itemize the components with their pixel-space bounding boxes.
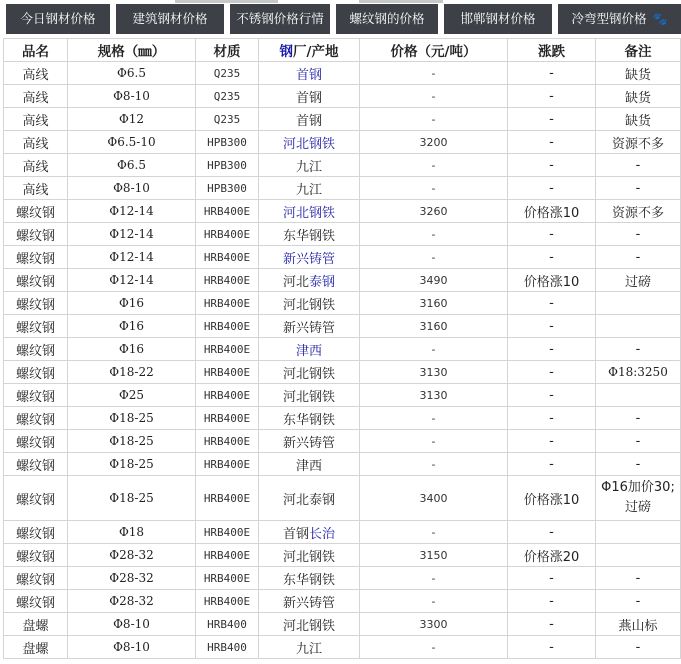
cell-origin: 九江 [259,636,360,659]
cell-name: 螺纹钢 [4,315,68,338]
cell-price: 3260 [360,200,508,223]
table-row [4,200,681,223]
tab-today-steel-price[interactable]: 今日钢材价格 [6,4,110,34]
cell-note: - [596,407,681,430]
table-row [4,315,681,338]
cell-change: 价格涨10 [508,476,596,521]
cell-material: HRB400E [196,315,259,338]
cell-origin: 首钢 [259,108,360,131]
cell-origin [259,62,360,85]
cell-note [596,544,681,567]
cell-price: - [360,223,508,246]
cell-origin: 河北钢铁 [259,361,360,384]
origin-link[interactable]: 首钢 [295,67,322,83]
cell-price: - [360,567,508,590]
cell-material: Q235 [196,62,259,85]
cell-material: Q235 [196,85,259,108]
origin-link[interactable]: 河北钢铁 [282,136,335,152]
price-category-tabs [0,0,681,38]
cell-change: - [508,85,596,108]
cell-spec: Φ18-22 [68,361,196,384]
cell-material: HRB400 [196,613,259,636]
cell-origin: 东华钢铁 [259,567,360,590]
cell-spec: Φ8-10 [68,85,196,108]
cell-price: - [360,154,508,177]
table-row [4,361,681,384]
cell-price: - [360,177,508,200]
note-line: 过磅 [624,500,651,515]
cell-price: - [360,430,508,453]
cell-spec: Φ16 [68,338,196,361]
table-body [4,62,681,659]
tab-label: 冷弯型钢价格 [571,11,647,26]
cell-change: - [508,567,596,590]
cell-spec: Φ16 [68,315,196,338]
cell-name: 盘螺 [4,636,68,659]
header-price: 价格（元/吨） [360,39,508,62]
cell-name: 高线 [4,62,68,85]
cell-name: 螺纹钢 [4,567,68,590]
cell-origin: 九江 [259,154,360,177]
cell-change: - [508,292,596,315]
cell-name: 高线 [4,108,68,131]
cell-origin: 东华钢铁 [259,223,360,246]
tab-top-border [359,0,443,3]
cell-change: - [508,361,596,384]
table-row [4,613,681,636]
cell-note: - [596,338,681,361]
cell-spec: Φ28-32 [68,544,196,567]
cell-change: 价格涨20 [508,544,596,567]
cell-origin: 东华钢铁 [259,407,360,430]
cell-material: HRB400E [196,292,259,315]
header-material: 材质 [196,39,259,62]
cell-origin [259,338,360,361]
cell-origin: 河北钢铁 [259,613,360,636]
cell-material: HRB400E [196,544,259,567]
cell-material: Q235 [196,108,259,131]
table-row [4,85,681,108]
cell-price: 3200 [360,131,508,154]
cell-name: 螺纹钢 [4,223,68,246]
cell-price: - [360,108,508,131]
cell-origin: 首钢 [259,85,360,108]
cell-name: 螺纹钢 [4,384,68,407]
cell-price: - [360,85,508,108]
cell-spec: Φ18 [68,521,196,544]
cell-spec: Φ18-25 [68,430,196,453]
cell-spec: Φ12 [68,108,196,131]
tab-cold-formed-steel-price[interactable] [558,4,681,34]
table-row [4,292,681,315]
origin-link[interactable]: 津西 [295,343,322,359]
table-row [4,476,681,521]
cell-name: 螺纹钢 [4,430,68,453]
table-row [4,544,681,567]
note-line: Φ16加价30; [601,480,675,495]
cell-spec: Φ18-25 [68,453,196,476]
table-row [4,154,681,177]
tab-rebar-price[interactable]: 螺纹钢的价格 [336,4,438,34]
cell-spec: Φ8-10 [68,613,196,636]
cell-price: 3150 [360,544,508,567]
tab-construction-steel-price[interactable]: 建筑钢材价格 [116,4,224,34]
table-row [4,636,681,659]
origin-link[interactable]: 新兴铸管 [282,251,335,267]
table-row [4,521,681,544]
cell-origin: 新兴铸管 [259,590,360,613]
cell-spec: Φ18-25 [68,476,196,521]
cell-price: 3160 [360,292,508,315]
cell-spec: Φ28-32 [68,590,196,613]
cell-material: HRB400E [196,407,259,430]
cell-price: 3130 [360,384,508,407]
cell-material: HPB300 [196,177,259,200]
table-row [4,62,681,85]
header-origin-link[interactable]: 钢 [279,44,294,60]
cell-material: HRB400E [196,590,259,613]
header-change: 涨跌 [508,39,596,62]
table-row [4,223,681,246]
cell-material: HRB400E [196,453,259,476]
cell-note [596,292,681,315]
cell-note: - [596,430,681,453]
origin-text: 河北 [282,274,309,290]
cell-price: - [360,453,508,476]
cell-note: - [596,177,681,200]
steel-price-table [3,38,681,659]
header-name: 品名 [4,39,68,62]
cell-note [596,476,681,521]
cell-price: - [360,590,508,613]
cell-spec: Φ12-14 [68,200,196,223]
cell-name: 高线 [4,131,68,154]
table-row [4,590,681,613]
cell-price: - [360,62,508,85]
cell-note: 过磅 [596,269,681,292]
cell-origin: 河北钢铁 [259,544,360,567]
tab-stainless-steel-price[interactable]: 不锈钢价格行情 [230,4,330,34]
cell-price: - [360,246,508,269]
cell-note: - [596,590,681,613]
cell-name: 螺纹钢 [4,453,68,476]
cell-material: HPB300 [196,154,259,177]
cell-spec: Φ12-14 [68,246,196,269]
cell-material: HRB400E [196,567,259,590]
table-row [4,567,681,590]
cell-change: - [508,430,596,453]
cell-change: - [508,154,596,177]
cell-note [596,384,681,407]
cell-name: 螺纹钢 [4,246,68,269]
table-row [4,177,681,200]
cell-note: - [596,246,681,269]
cell-spec: Φ12-14 [68,269,196,292]
cell-note: 缺货 [596,85,681,108]
table-row [4,453,681,476]
cell-spec: Φ25 [68,384,196,407]
cell-material: HPB300 [196,131,259,154]
cell-name: 螺纹钢 [4,407,68,430]
cell-price: 3160 [360,315,508,338]
cell-note: - [596,154,681,177]
cell-name: 螺纹钢 [4,200,68,223]
cell-change: - [508,590,596,613]
cell-name: 高线 [4,177,68,200]
table-row [4,430,681,453]
cell-spec: Φ16 [68,292,196,315]
cell-note: - [596,223,681,246]
header-spec: 规格（㎜） [68,39,196,62]
cell-material: HRB400E [196,521,259,544]
cell-origin: 新兴铸管 [259,315,360,338]
cell-change: - [508,108,596,131]
cell-origin: 新兴铸管 [259,430,360,453]
cell-origin [259,131,360,154]
cell-material: HRB400E [196,476,259,521]
cell-note: - [596,636,681,659]
header-origin-rest: 厂/产地 [293,44,339,60]
cell-change: 价格涨10 [508,269,596,292]
cell-name: 高线 [4,85,68,108]
cell-note: 资源不多 [596,131,681,154]
cell-note: Φ18:3250 [596,361,681,384]
origin-link[interactable]: 长治 [309,526,336,542]
cell-price: - [360,338,508,361]
cell-change: - [508,636,596,659]
cell-origin [259,200,360,223]
cell-spec: Φ6.5-10 [68,131,196,154]
cell-spec: Φ28-32 [68,567,196,590]
cell-note: - [596,453,681,476]
cell-note [596,521,681,544]
cell-change: - [508,131,596,154]
cell-price: 3300 [360,613,508,636]
cell-name: 盘螺 [4,613,68,636]
cell-origin: 津西 [259,453,360,476]
cell-note: - [596,567,681,590]
cell-origin: 河北钢铁 [259,292,360,315]
tab-top-border [175,0,278,3]
cell-origin [259,521,360,544]
cell-material: HRB400E [196,384,259,407]
cell-material: HRB400E [196,361,259,384]
table-row [4,407,681,430]
cell-spec: Φ6.5 [68,62,196,85]
cell-name: 螺纹钢 [4,269,68,292]
cell-change: - [508,384,596,407]
cell-origin: 河北泰钢 [259,476,360,521]
cell-origin [259,246,360,269]
cell-change: - [508,246,596,269]
cell-origin: 九江 [259,177,360,200]
cell-material: HRB400E [196,338,259,361]
cell-spec: Φ18-25 [68,407,196,430]
cell-material: HRB400E [196,200,259,223]
cell-price: 3400 [360,476,508,521]
cell-material: HRB400E [196,269,259,292]
cell-note: 资源不多 [596,200,681,223]
header-origin [259,39,360,62]
cell-change: 价格涨10 [508,200,596,223]
cell-note [596,315,681,338]
cell-price: - [360,407,508,430]
cell-change: - [508,453,596,476]
cell-change: - [508,177,596,200]
paw-icon: 🐾 [652,12,668,26]
table-header-row [4,39,681,62]
cell-material: HRB400E [196,223,259,246]
cell-name: 螺纹钢 [4,361,68,384]
cell-change: - [508,407,596,430]
cell-change: - [508,338,596,361]
cell-note: 燕山标 [596,613,681,636]
cell-spec: Φ8-10 [68,636,196,659]
origin-text: 首钢 [282,526,309,542]
cell-material: HRB400 [196,636,259,659]
cell-change: - [508,315,596,338]
cell-name: 螺纹钢 [4,292,68,315]
table-row [4,246,681,269]
cell-material: HRB400E [196,430,259,453]
origin-link[interactable]: 河北钢铁 [282,205,335,221]
cell-note: 缺货 [596,62,681,85]
table-row [4,108,681,131]
cell-spec: Φ8-10 [68,177,196,200]
cell-price: - [360,636,508,659]
cell-price: 3130 [360,361,508,384]
header-note: 备注 [596,39,681,62]
cell-change: - [508,223,596,246]
cell-name: 螺纹钢 [4,521,68,544]
cell-change: - [508,62,596,85]
cell-name: 高线 [4,154,68,177]
cell-price: - [360,521,508,544]
cell-material: HRB400E [196,246,259,269]
cell-price: 3490 [360,269,508,292]
tab-handan-steel-price[interactable]: 邯郸钢材价格 [444,4,552,34]
cell-origin: 河北钢铁 [259,384,360,407]
origin-link[interactable]: 泰钢 [309,274,336,290]
cell-change: - [508,521,596,544]
cell-name: 螺纹钢 [4,544,68,567]
cell-name: 螺纹钢 [4,590,68,613]
cell-change: - [508,613,596,636]
table-row [4,269,681,292]
cell-name: 螺纹钢 [4,338,68,361]
cell-name: 螺纹钢 [4,476,68,521]
cell-spec: Φ6.5 [68,154,196,177]
cell-origin [259,269,360,292]
table-row [4,384,681,407]
cell-spec: Φ12-14 [68,223,196,246]
table-row [4,131,681,154]
table-row [4,338,681,361]
cell-note: 缺货 [596,108,681,131]
